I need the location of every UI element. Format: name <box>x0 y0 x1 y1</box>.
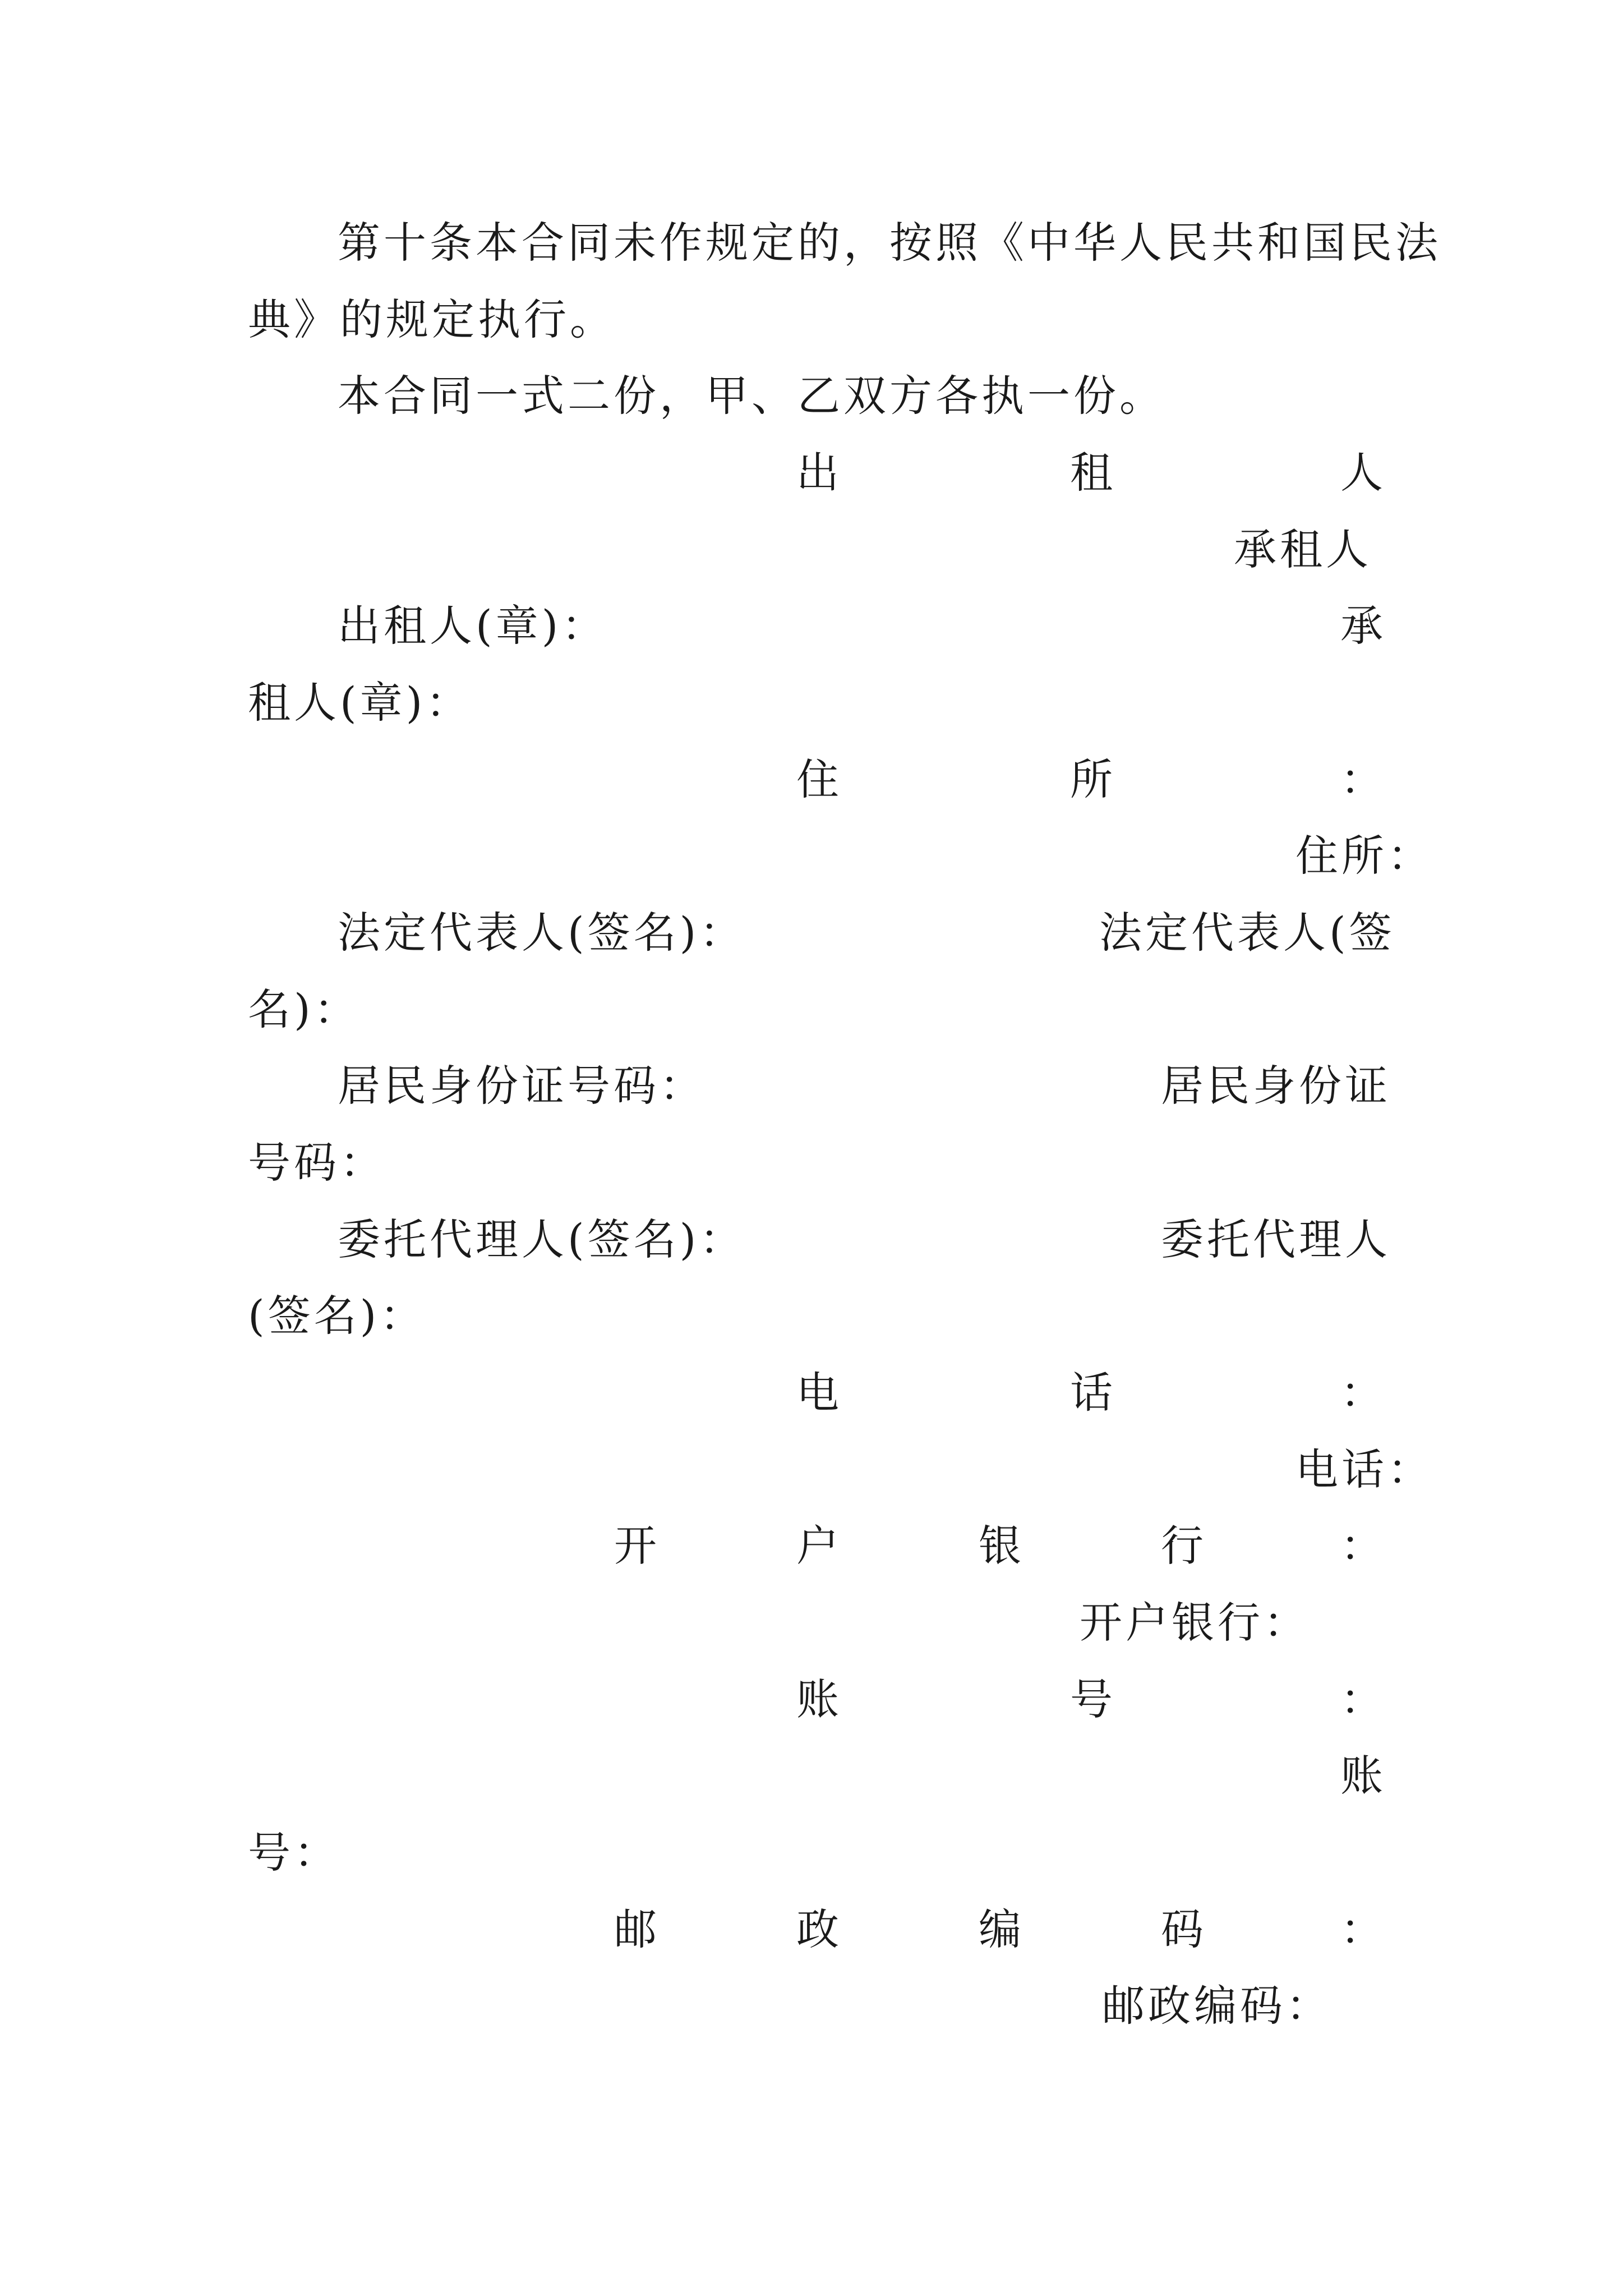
lessee-id-label-part-2: 号码： <box>248 1138 386 1188</box>
lessor-header-char-3: 人 <box>1340 448 1383 498</box>
account-char-3: ： <box>1340 1674 1383 1724</box>
account-char-2: 号 <box>1070 1674 1113 1724</box>
postcode-char-2: 政 <box>796 1904 839 1954</box>
lessee-phone-label: 电话： <box>1295 1444 1433 1494</box>
postcode-char-1: 邮 <box>614 1904 657 1954</box>
lessor-legal-rep-label: 法定代表人(签名)： <box>338 908 746 958</box>
lessor-header-char-1: 出 <box>796 448 839 498</box>
lessee-seal-label-part-1: 承 <box>1340 601 1383 651</box>
lessee-bank-label: 开户银行： <box>1080 1598 1310 1648</box>
bank-char-2: 户 <box>796 1521 839 1571</box>
bank-char-3: 银 <box>979 1521 1021 1571</box>
postcode-char-3: 编 <box>979 1904 1021 1954</box>
lessee-account-label-part-2: 号： <box>248 1828 340 1878</box>
phone-char-1: 电 <box>796 1368 839 1418</box>
address-char-1: 住 <box>796 754 839 804</box>
phone-char-3: ： <box>1340 1368 1383 1418</box>
clause-10-line-1: 第十条本合同未作规定的，按照《中华人民共和国民法 <box>338 218 1441 268</box>
lessor-agent-label: 委托代理人(签名)： <box>338 1214 746 1264</box>
postcode-char-5: ： <box>1340 1904 1383 1954</box>
lessor-id-label: 居民身份证号码： <box>338 1061 706 1111</box>
lessee-header: 承租人 <box>1234 524 1372 574</box>
bank-char-5: ： <box>1340 1521 1383 1571</box>
address-char-2: 所 <box>1070 754 1113 804</box>
lessee-address-label: 住所： <box>1295 831 1433 881</box>
lessee-agent-label-part-1: 委托代理人 <box>1161 1214 1391 1264</box>
lessee-account-label-part-1: 账 <box>1340 1751 1383 1801</box>
lessee-seal-label-part-2: 租人(章)： <box>248 678 472 728</box>
lessee-id-label-part-1: 居民身份证 <box>1161 1061 1391 1111</box>
bank-char-4: 行 <box>1161 1521 1204 1571</box>
lessee-postcode-label: 邮政编码： <box>1102 1981 1332 2031</box>
clause-10-line-2: 典》的规定执行。 <box>248 295 616 344</box>
lessee-agent-label-part-2: (签名)： <box>248 1291 426 1341</box>
lessor-seal-label: 出租人(章)： <box>338 601 608 651</box>
lessee-legal-rep-label-part-1: 法定代表人(签 <box>1099 908 1395 958</box>
postcode-char-4: 码 <box>1161 1904 1204 1954</box>
address-char-3: ： <box>1340 754 1383 804</box>
bank-char-1: 开 <box>614 1521 657 1571</box>
account-char-1: 账 <box>796 1674 839 1724</box>
lessor-header-char-2: 租 <box>1070 448 1113 498</box>
lessee-legal-rep-label-part-2: 名)： <box>248 984 360 1034</box>
copies-statement: 本合同一式二份，甲、乙双方各执一份。 <box>338 371 1165 421</box>
phone-char-2: 话 <box>1070 1368 1113 1418</box>
